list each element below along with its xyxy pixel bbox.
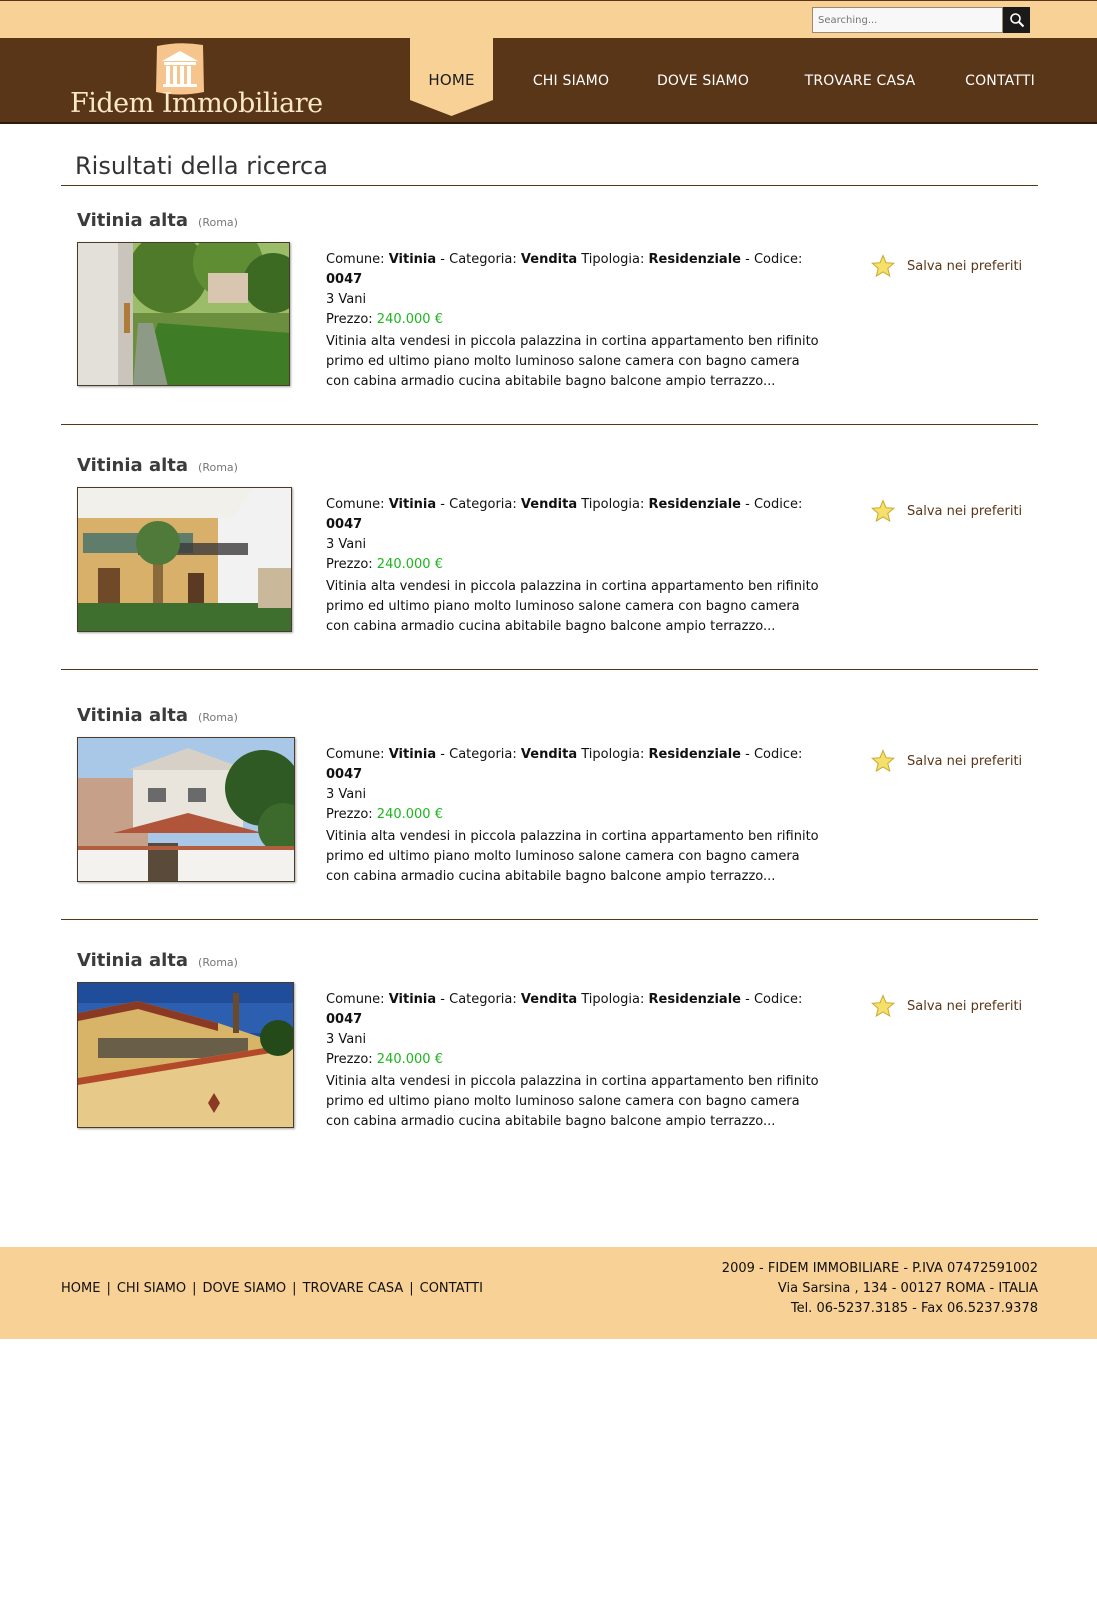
nav-item-home[interactable]: HOME bbox=[428, 71, 475, 89]
categoria-label: - Categoria: bbox=[440, 252, 517, 267]
comune-label: Comune: bbox=[326, 497, 385, 512]
listing-rooms: 3 Vani bbox=[326, 1032, 367, 1047]
codice-label: - Codice: bbox=[745, 992, 803, 1007]
listing-item bbox=[61, 455, 1038, 691]
listing-photo[interactable] bbox=[77, 242, 290, 386]
footer-link-chi-siamo[interactable]: CHI SIAMO bbox=[116, 1281, 187, 1296]
codice-label: - Codice: bbox=[745, 497, 803, 512]
listing-photo[interactable] bbox=[77, 487, 292, 632]
listing-divider bbox=[61, 424, 1038, 425]
listing-city: (Roma) bbox=[198, 956, 238, 969]
codice-value: 0047 bbox=[326, 517, 363, 532]
codice-label: - Codice: bbox=[745, 252, 803, 267]
listing-info bbox=[326, 990, 826, 1132]
categoria-value: Vendita bbox=[520, 992, 578, 1007]
page-title: Risultati della ricerca bbox=[75, 152, 328, 180]
listing-title[interactable] bbox=[77, 455, 238, 476]
comune-value: Vitinia bbox=[388, 747, 437, 762]
tipologia-value: Residenziale bbox=[648, 497, 741, 512]
save-favorite-label: Salva nei preferiti bbox=[907, 753, 1023, 769]
star-icon bbox=[871, 749, 895, 773]
comune-value: Vitinia bbox=[388, 252, 437, 267]
nav-item-dove-siamo[interactable]: DOVE SIAMO bbox=[656, 73, 750, 89]
save-favorite-button[interactable] bbox=[871, 254, 1022, 278]
tipologia-label: Tipologia: bbox=[581, 497, 645, 512]
listing-name: Vitinia alta bbox=[77, 950, 189, 971]
price-label: Prezzo: bbox=[326, 312, 373, 327]
footer-address-line: Via Sarsina , 134 - 00127 ROMA - ITALIA bbox=[777, 1281, 1038, 1296]
site-footer bbox=[0, 1247, 1097, 1339]
listing-description: Vitinia alta vendesi in piccola palazzina in cortina appartamento ben rifinito primo ed ultimo piano molto luminoso salone camera con bagno camera con cabina armadio cucina abitabile bagno balcone ampio terrazzo... bbox=[326, 829, 819, 884]
search-input[interactable] bbox=[812, 7, 1003, 33]
price-value: 240.000 € bbox=[376, 1052, 443, 1067]
price-value: 240.000 € bbox=[376, 312, 443, 327]
comune-label: Comune: bbox=[326, 992, 385, 1007]
search-icon bbox=[1009, 12, 1025, 28]
categoria-value: Vendita bbox=[520, 252, 578, 267]
footer-phone-line: Tel. 06-5237.3185 - Fax 06.5237.9378 bbox=[790, 1301, 1038, 1316]
tipologia-label: Tipologia: bbox=[581, 747, 645, 762]
logo[interactable] bbox=[68, 40, 323, 124]
nav-item-contatti[interactable]: CONTATTI bbox=[965, 73, 1035, 89]
listing-item bbox=[61, 705, 1038, 941]
listing-city: (Roma) bbox=[198, 461, 238, 474]
star-icon bbox=[871, 254, 895, 278]
save-favorite-button[interactable] bbox=[871, 749, 1022, 773]
listing-rooms: 3 Vani bbox=[326, 292, 367, 307]
listing-rooms: 3 Vani bbox=[326, 537, 367, 552]
listing-title[interactable] bbox=[77, 210, 238, 231]
tipologia-label: Tipologia: bbox=[581, 992, 645, 1007]
search-box bbox=[812, 7, 1030, 33]
listing-description: Vitinia alta vendesi in piccola palazzina in cortina appartamento ben rifinito primo ed ultimo piano molto luminoso salone camera con bagno camera con cabina armadio cucina abitabile bagno balcone ampio terrazzo... bbox=[326, 579, 819, 634]
save-favorite-label: Salva nei preferiti bbox=[907, 258, 1023, 274]
villa-photo-image bbox=[78, 738, 295, 882]
listing-divider bbox=[61, 669, 1038, 670]
price-value: 240.000 € bbox=[376, 807, 443, 822]
brand-name: Fidem Immobiliare bbox=[70, 88, 323, 119]
listing-meta bbox=[326, 990, 826, 1030]
listing-description: Vitinia alta vendesi in piccola palazzina in cortina appartamento ben rifinito primo ed ultimo piano molto luminoso salone camera con bagno camera con cabina armadio cucina abitabile bagno balcone ampio terrazzo... bbox=[326, 334, 819, 389]
comune-label: Comune: bbox=[326, 252, 385, 267]
codice-value: 0047 bbox=[326, 1012, 363, 1027]
search-button[interactable] bbox=[1003, 7, 1030, 33]
tipologia-label: Tipologia: bbox=[581, 252, 645, 267]
categoria-value: Vendita bbox=[520, 497, 578, 512]
categoria-label: - Categoria: bbox=[440, 747, 517, 762]
listing-item bbox=[61, 210, 1038, 446]
price-label: Prezzo: bbox=[326, 1052, 373, 1067]
listing-city: (Roma) bbox=[198, 216, 238, 229]
codice-value: 0047 bbox=[326, 767, 363, 782]
tipologia-value: Residenziale bbox=[648, 747, 741, 762]
price-label: Prezzo: bbox=[326, 807, 373, 822]
footer-link-dove-siamo[interactable]: DOVE SIAMO bbox=[202, 1281, 287, 1296]
terrace-photo-image bbox=[78, 983, 294, 1128]
garden-photo-image bbox=[78, 243, 290, 386]
categoria-label: - Categoria: bbox=[440, 497, 517, 512]
save-favorite-button[interactable] bbox=[871, 499, 1022, 523]
footer-link-home[interactable]: HOME bbox=[61, 1281, 101, 1296]
listing-photo[interactable] bbox=[77, 982, 294, 1128]
footer-nav bbox=[61, 1281, 483, 1296]
comune-value: Vitinia bbox=[388, 497, 437, 512]
footer-separator: | bbox=[106, 1281, 111, 1296]
comune-label: Comune: bbox=[326, 747, 385, 762]
listing-meta bbox=[326, 495, 826, 535]
footer-link-trovare-casa[interactable]: TROVARE CASA bbox=[302, 1281, 404, 1296]
building-photo-image bbox=[78, 488, 292, 632]
listing-price-row bbox=[326, 310, 826, 330]
listing-meta bbox=[326, 745, 826, 785]
listing-price-row bbox=[326, 555, 826, 575]
tipologia-value: Residenziale bbox=[648, 252, 741, 267]
codice-label: - Codice: bbox=[745, 747, 803, 762]
codice-value: 0047 bbox=[326, 272, 363, 287]
listing-item bbox=[61, 950, 1038, 1186]
listing-divider bbox=[61, 919, 1038, 920]
tipologia-value: Residenziale bbox=[648, 992, 741, 1007]
listing-name: Vitinia alta bbox=[77, 455, 189, 476]
comune-value: Vitinia bbox=[388, 992, 437, 1007]
listing-price-row bbox=[326, 805, 826, 825]
price-value: 240.000 € bbox=[376, 557, 443, 572]
save-favorite-label: Salva nei preferiti bbox=[907, 998, 1023, 1014]
site-header bbox=[0, 38, 1097, 124]
save-favorite-button[interactable] bbox=[871, 994, 1022, 1018]
star-icon bbox=[871, 994, 895, 1018]
listing-description: Vitinia alta vendesi in piccola palazzina in cortina appartamento ben rifinito primo ed ultimo piano molto luminoso salone camera con bagno camera con cabina armadio cucina abitabile bagno balcone ampio terrazzo... bbox=[326, 1074, 819, 1129]
footer-company-info bbox=[722, 1259, 1038, 1319]
listing-info bbox=[326, 495, 826, 637]
listing-info bbox=[326, 745, 826, 887]
listing-name: Vitinia alta bbox=[77, 210, 189, 231]
top-bar bbox=[0, 0, 1097, 38]
listing-photo[interactable] bbox=[77, 737, 295, 882]
listing-title[interactable] bbox=[77, 950, 238, 971]
listing-title[interactable] bbox=[77, 705, 238, 726]
listing-name: Vitinia alta bbox=[77, 705, 189, 726]
nav-item-trovare-casa[interactable]: TROVARE CASA bbox=[804, 73, 916, 89]
listing-info bbox=[326, 250, 826, 392]
title-divider bbox=[61, 185, 1038, 186]
listing-meta bbox=[326, 250, 826, 290]
footer-separator: | bbox=[192, 1281, 197, 1296]
footer-company-line: 2009 - FIDEM IMMOBILIARE - P.IVA 07472591002 bbox=[721, 1261, 1038, 1276]
categoria-label: - Categoria: bbox=[440, 992, 517, 1007]
nav-item-chi-siamo[interactable]: CHI SIAMO bbox=[532, 73, 610, 89]
categoria-value: Vendita bbox=[520, 747, 578, 762]
listing-rooms: 3 Vani bbox=[326, 787, 367, 802]
footer-separator: | bbox=[292, 1281, 297, 1296]
footer-separator: | bbox=[409, 1281, 414, 1296]
listing-city: (Roma) bbox=[198, 711, 238, 724]
price-label: Prezzo: bbox=[326, 557, 373, 572]
star-icon bbox=[871, 499, 895, 523]
listing-price-row bbox=[326, 1050, 826, 1070]
save-favorite-label: Salva nei preferiti bbox=[907, 503, 1023, 519]
footer-link-contatti[interactable]: CONTATTI bbox=[419, 1281, 483, 1296]
